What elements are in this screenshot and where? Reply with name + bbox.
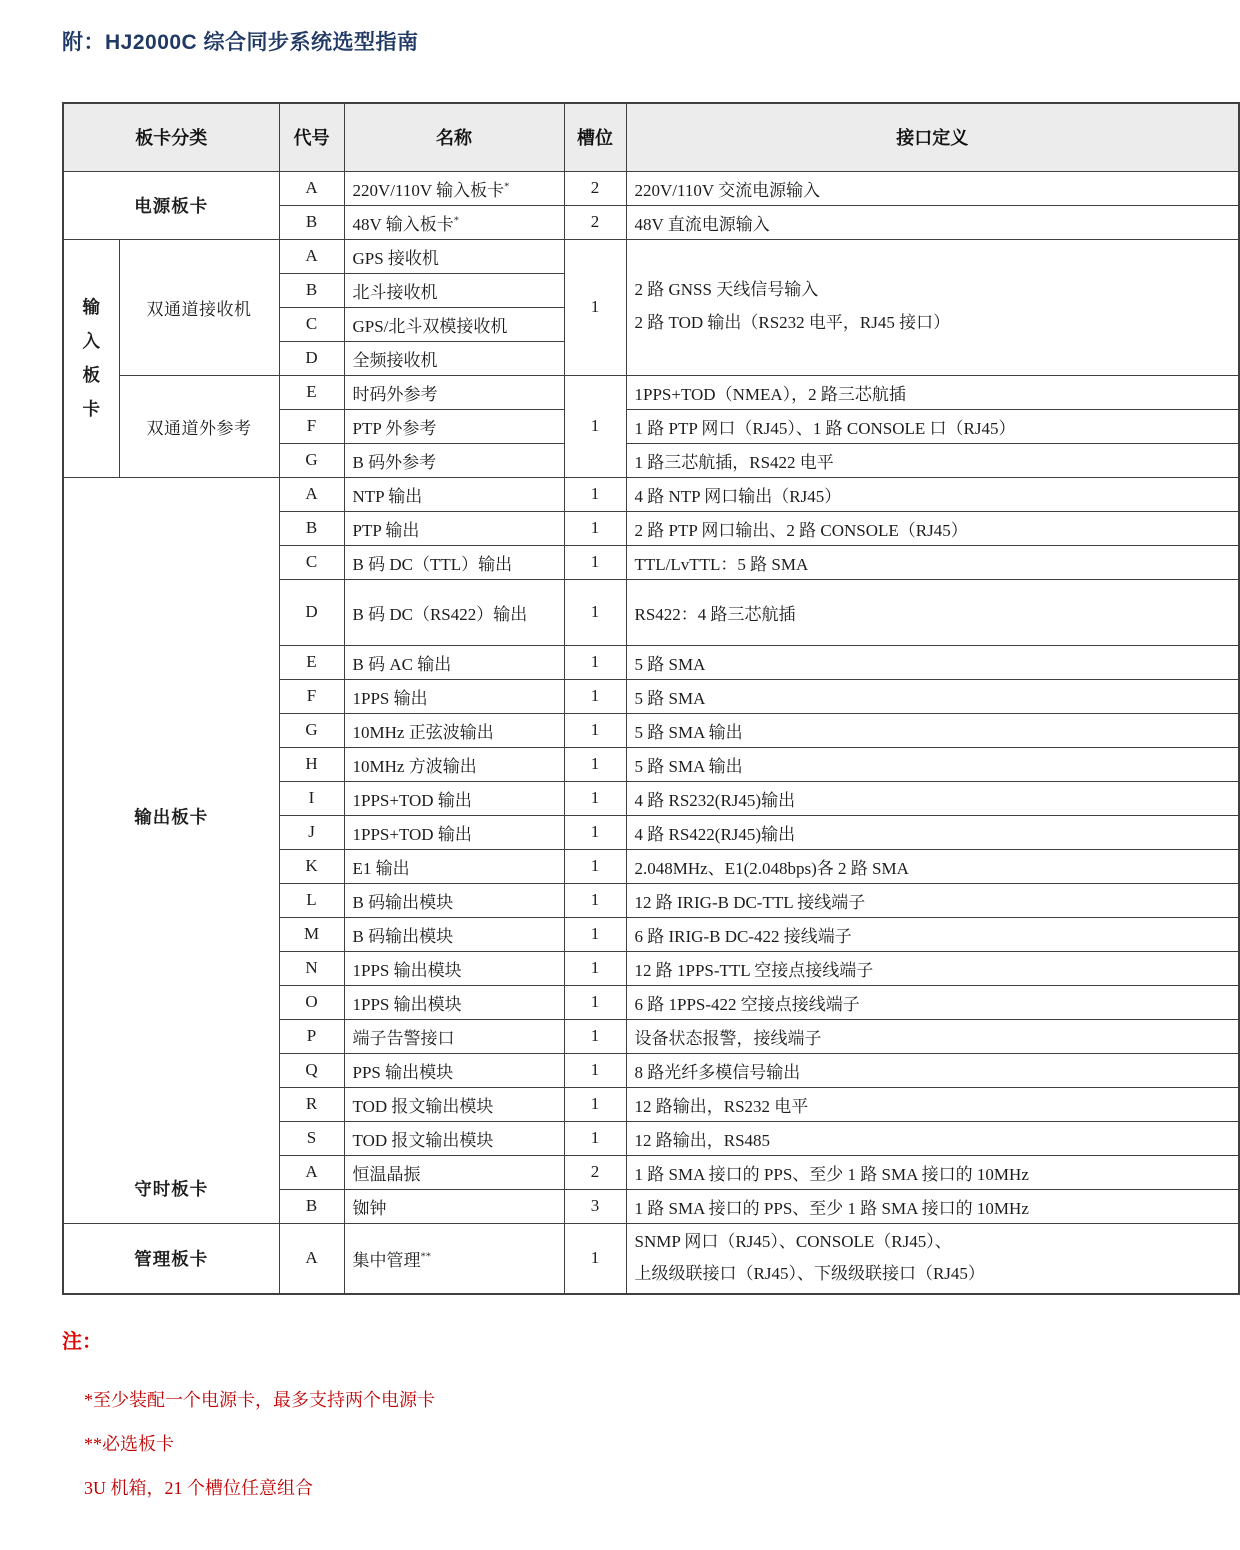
notes-section	[62, 1325, 1238, 1510]
cell-interface: 1PPS+TOD（NMEA），2 路三芯航插	[626, 375, 1239, 409]
note-item: *至少装配一个电源卡，最多支持两个电源卡	[84, 1389, 435, 1410]
note-item: **必选板卡	[84, 1433, 174, 1454]
cell-code: G	[279, 713, 344, 747]
cell-name: 10MHz 正弦波输出	[344, 713, 564, 747]
cell-slot: 1	[564, 849, 626, 883]
cell-interface: 12 路输出，RS232 电平	[626, 1087, 1239, 1121]
footnote-mark: *	[453, 214, 459, 226]
cell-interface: 1 路 SMA 接口的 PPS、至少 1 路 SMA 接口的 10MHz	[626, 1155, 1239, 1189]
selection-table	[62, 102, 1240, 1295]
cell-slot: 1	[564, 477, 626, 511]
cell-slot: 1	[564, 781, 626, 815]
cell-name: PTP 输出	[344, 511, 564, 545]
cell-code: A	[279, 1155, 344, 1189]
cell-name: 端子告警接口	[344, 1019, 564, 1053]
cell-slot: 1	[564, 511, 626, 545]
cell-interface: 5 路 SMA 输出	[626, 747, 1239, 781]
name-text: 集中管理	[352, 1250, 421, 1270]
cell-name: 1PPS 输出模块	[344, 985, 564, 1019]
cell-code: A	[279, 1223, 344, 1294]
cell-interface: 12 路 1PPS-TTL 空接点接线端子	[626, 951, 1239, 985]
footnote-mark: **	[420, 1250, 432, 1262]
interface-line: 2 路 TOD 输出（RS232 电平，RJ45 接口）	[634, 313, 951, 332]
cell-slot: 1	[564, 747, 626, 781]
cell-interface: 8 路光纤多模信号输出	[626, 1053, 1239, 1087]
cell-slot: 1	[564, 1121, 626, 1155]
cell-code: S	[279, 1121, 344, 1155]
col-header-slot: 槽位	[564, 103, 626, 171]
cell-name: B 码 DC（RS422）输出	[344, 579, 564, 645]
cell-code: B	[279, 511, 344, 545]
cell-interface: 12 路 IRIG-B DC-TTL 接线端子	[626, 883, 1239, 917]
cell-code: C	[279, 545, 344, 579]
cell-interface: 2 路 PTP 网口输出、2 路 CONSOLE（RJ45）	[626, 511, 1239, 545]
cell-name: 北斗接收机	[344, 273, 564, 307]
interface-line: SNMP 网口（RJ45）、CONSOLE（RJ45）、	[634, 1231, 952, 1251]
cell-code: D	[279, 341, 344, 375]
cell-name: B 码输出模块	[344, 883, 564, 917]
cell-code: B	[279, 1189, 344, 1223]
cell-slot: 2	[564, 205, 626, 239]
cell-interface: 6 路 IRIG-B DC-422 接线端子	[626, 917, 1239, 951]
table-row	[63, 477, 1239, 511]
name-text: 220V/110V 输入板卡	[352, 180, 505, 200]
notes-label: 注：	[62, 1330, 102, 1353]
cell-name: NTP 输出	[344, 477, 564, 511]
cell-name: 恒温晶振	[344, 1155, 564, 1189]
cell-name: B 码 AC 输出	[344, 645, 564, 679]
note-item: 3U 机箱，21 个槽位任意组合	[84, 1477, 313, 1498]
cell-name: 1PPS+TOD 输出	[344, 781, 564, 815]
cell-slot: 1	[564, 815, 626, 849]
col-header-category: 板卡分类	[63, 103, 279, 171]
cell-interface: 5 路 SMA 输出	[626, 713, 1239, 747]
cell-name: E1 输出	[344, 849, 564, 883]
col-header-code: 代号	[279, 103, 344, 171]
cell-code: L	[279, 883, 344, 917]
cell-name: 1PPS 输出模块	[344, 951, 564, 985]
cell-code: A	[279, 477, 344, 511]
table-row	[63, 375, 1239, 409]
cell-code: M	[279, 917, 344, 951]
cell-slot: 1	[564, 713, 626, 747]
cell-name: 全频接收机	[344, 341, 564, 375]
cell-code: E	[279, 645, 344, 679]
cell-slot: 1	[564, 679, 626, 713]
category-timekeeping: 守时板卡	[63, 1155, 279, 1223]
cell-name	[344, 171, 564, 205]
cell-slot: 2	[564, 171, 626, 205]
cell-code: N	[279, 951, 344, 985]
cell-slot: 2	[564, 1155, 626, 1189]
cell-slot: 1	[564, 1053, 626, 1087]
interface-line: 上级级联接口（RJ45）、下级级联接口（RJ45）	[634, 1264, 985, 1284]
cell-code: Q	[279, 1053, 344, 1087]
cell-interface: 1 路三芯航插，RS422 电平	[626, 443, 1239, 477]
category-input-label: 输入板卡	[82, 296, 100, 420]
cell-slot: 1	[564, 375, 626, 477]
cell-name: 铷钟	[344, 1189, 564, 1223]
table-row	[63, 171, 1239, 205]
cell-interface: 4 路 RS232(RJ45)输出	[626, 781, 1239, 815]
table-row	[63, 1223, 1239, 1294]
cell-interface: 5 路 SMA	[626, 645, 1239, 679]
cell-slot: 1	[564, 645, 626, 679]
cell-interface: 220V/110V 交流电源输入	[626, 171, 1239, 205]
cell-code: A	[279, 171, 344, 205]
col-header-interface: 接口定义	[626, 103, 1239, 171]
cell-name	[344, 205, 564, 239]
cell-interface: 1 路 PTP 网口（RJ45）、1 路 CONSOLE 口（RJ45）	[626, 409, 1239, 443]
cell-code: B	[279, 205, 344, 239]
table-row	[63, 239, 1239, 273]
cell-code: R	[279, 1087, 344, 1121]
cell-name: 时码外参考	[344, 375, 564, 409]
cell-code: F	[279, 409, 344, 443]
cell-name	[344, 1223, 564, 1294]
table-row	[63, 1155, 1239, 1189]
cell-slot: 1	[564, 1223, 626, 1294]
cell-code: F	[279, 679, 344, 713]
cell-code: P	[279, 1019, 344, 1053]
cell-interface	[626, 239, 1239, 375]
cell-interface: 2.048MHz、E1(2.048bps)各 2 路 SMA	[626, 849, 1239, 883]
cell-code: G	[279, 443, 344, 477]
cell-name: PPS 输出模块	[344, 1053, 564, 1087]
cell-interface	[626, 1223, 1239, 1294]
cell-code: K	[279, 849, 344, 883]
cell-interface: TTL/LvTTL：5 路 SMA	[626, 545, 1239, 579]
interface-line: 2 路 GNSS 天线信号输入	[634, 280, 819, 300]
cell-name: PTP 外参考	[344, 409, 564, 443]
cell-slot: 1	[564, 985, 626, 1019]
category-management: 管理板卡	[63, 1223, 279, 1294]
cell-name: 10MHz 方波输出	[344, 747, 564, 781]
cell-name: B 码外参考	[344, 443, 564, 477]
cell-name: 1PPS+TOD 输出	[344, 815, 564, 849]
cell-name: 1PPS 输出	[344, 679, 564, 713]
name-text: 48V 输入板卡	[352, 214, 454, 234]
cell-code: C	[279, 307, 344, 341]
page-title: 附：HJ2000C 综合同步系统选型指南	[62, 31, 419, 54]
cell-interface: 1 路 SMA 接口的 PPS、至少 1 路 SMA 接口的 10MHz	[626, 1189, 1239, 1223]
cell-code: I	[279, 781, 344, 815]
cell-code: A	[279, 239, 344, 273]
cell-name: GPS/北斗双模接收机	[344, 307, 564, 341]
footnote-mark: *	[504, 180, 510, 192]
cell-slot: 1	[564, 917, 626, 951]
cell-interface: 48V 直流电源输入	[626, 205, 1239, 239]
subcategory-dual-ext-ref: 双通道外参考	[119, 375, 279, 477]
cell-slot: 1	[564, 545, 626, 579]
cell-name: TOD 报文输出模块	[344, 1121, 564, 1155]
cell-interface: 5 路 SMA	[626, 679, 1239, 713]
cell-slot: 1	[564, 239, 626, 375]
cell-code: O	[279, 985, 344, 1019]
category-power: 电源板卡	[63, 171, 279, 239]
cell-slot: 1	[564, 951, 626, 985]
cell-slot: 1	[564, 579, 626, 645]
cell-code: E	[279, 375, 344, 409]
category-output: 输出板卡	[63, 477, 279, 1155]
cell-name: B 码输出模块	[344, 917, 564, 951]
category-input	[63, 239, 119, 477]
cell-name: B 码 DC（TTL）输出	[344, 545, 564, 579]
cell-slot: 1	[564, 1087, 626, 1121]
cell-code: B	[279, 273, 344, 307]
cell-name: TOD 报文输出模块	[344, 1087, 564, 1121]
cell-code: J	[279, 815, 344, 849]
cell-interface: 设备状态报警，接线端子	[626, 1019, 1239, 1053]
cell-slot: 1	[564, 883, 626, 917]
cell-interface: RS422：4 路三芯航插	[626, 579, 1239, 645]
cell-interface: 6 路 1PPS-422 空接点接线端子	[626, 985, 1239, 1019]
col-header-name: 名称	[344, 103, 564, 171]
cell-slot: 3	[564, 1189, 626, 1223]
cell-interface: 12 路输出，RS485	[626, 1121, 1239, 1155]
cell-slot: 1	[564, 1019, 626, 1053]
header-row	[63, 103, 1239, 171]
cell-interface: 4 路 RS422(RJ45)输出	[626, 815, 1239, 849]
cell-interface: 4 路 NTP 网口输出（RJ45）	[626, 477, 1239, 511]
subcategory-dual-receiver: 双通道接收机	[119, 239, 279, 375]
cell-name: GPS 接收机	[344, 239, 564, 273]
cell-code: H	[279, 747, 344, 781]
cell-code: D	[279, 579, 344, 645]
